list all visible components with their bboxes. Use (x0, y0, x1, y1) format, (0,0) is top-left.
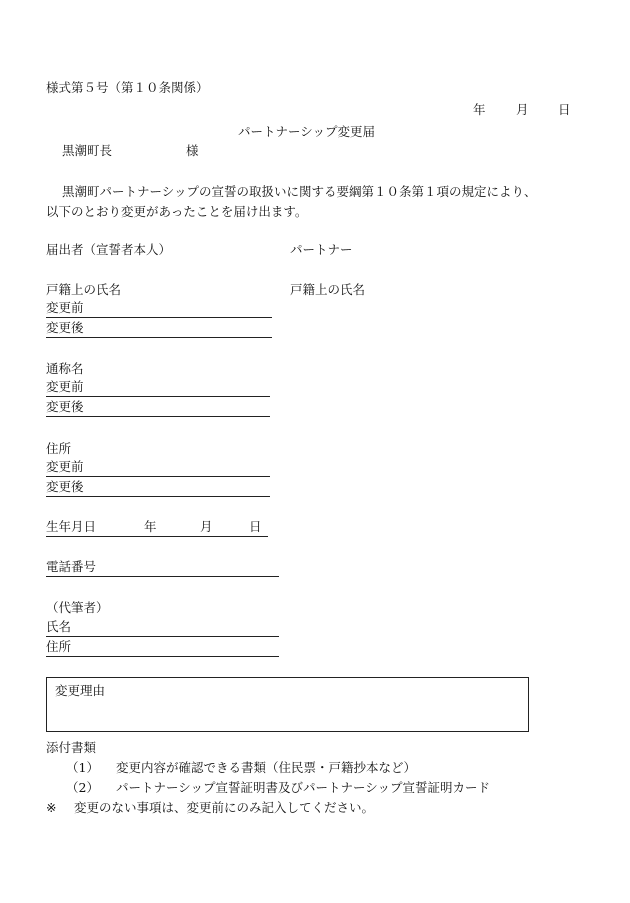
common-name-after-field[interactable] (46, 399, 270, 417)
date-day-label: 日 (558, 102, 571, 117)
applicant-heading: 届出者（宣誓者本人） (46, 242, 172, 257)
phone-label: 電話番号 (46, 559, 97, 574)
date-month-label: 月 (516, 102, 529, 117)
address-before-label: 変更前 (46, 459, 84, 474)
family-name-label: 戸籍上の氏名 (46, 282, 122, 297)
note-mark: ※ (46, 800, 57, 815)
body-text-line1: 黒潮町パートナーシップの宣誓の取扱いに関する要綱第１０条第１項の規定により、 (62, 184, 537, 199)
body-text-line2: 以下のとおり変更があったことを届け出ます。 (46, 204, 308, 219)
common-name-before-label: 変更前 (46, 379, 84, 394)
partner-family-name-label: 戸籍上の氏名 (290, 282, 366, 297)
addressee-honorific: 様 (186, 143, 199, 158)
birthdate-day-label: 日 (249, 519, 262, 534)
family-name-before-field[interactable] (46, 300, 272, 318)
proxy-heading: （代筆者） (46, 600, 109, 615)
partner-heading: パートナー (290, 242, 353, 257)
date-year-label: 年 (473, 102, 486, 117)
attachment-item-number: （2） (66, 780, 99, 795)
birthdate-month-label: 月 (200, 519, 213, 534)
proxy-name-field[interactable] (46, 619, 279, 637)
birthdate-year-label: 年 (144, 519, 157, 534)
note-text: 変更のない事項は、変更前にのみ記入してください。 (74, 800, 375, 815)
family-name-before-label: 変更前 (46, 300, 84, 315)
common-name-after-label: 変更後 (46, 399, 84, 414)
phone-field[interactable] (46, 559, 279, 577)
form-title: パートナーシップ変更届 (238, 124, 376, 139)
address-label: 住所 (46, 441, 72, 456)
common-name-label: 通称名 (46, 361, 84, 376)
address-after-label: 変更後 (46, 479, 84, 494)
proxy-address-field[interactable] (46, 639, 279, 657)
birthdate-field[interactable] (46, 519, 268, 537)
change-reason-box[interactable] (46, 677, 529, 732)
address-before-field[interactable] (46, 459, 270, 477)
attachment-item-text: 変更内容が確認できる書類（住民票・戸籍抄本など） (116, 760, 417, 775)
proxy-address-label: 住所 (46, 639, 72, 654)
addressee: 黒潮町長 (62, 143, 113, 158)
change-reason-label: 変更理由 (55, 683, 106, 698)
form-number: 様式第５号（第１０条関係） (46, 80, 209, 95)
family-name-after-field[interactable] (46, 320, 272, 338)
proxy-name-label: 氏名 (46, 619, 72, 634)
attachment-item-text: パートナーシップ宣誓証明書及びパートナーシップ宣誓証明カード (116, 780, 491, 795)
address-after-field[interactable] (46, 479, 270, 497)
family-name-after-label: 変更後 (46, 320, 84, 335)
common-name-before-field[interactable] (46, 379, 270, 397)
attachment-item-number: （1） (66, 760, 99, 775)
birthdate-label: 生年月日 (46, 519, 97, 534)
attachments-heading: 添付書類 (46, 740, 97, 755)
